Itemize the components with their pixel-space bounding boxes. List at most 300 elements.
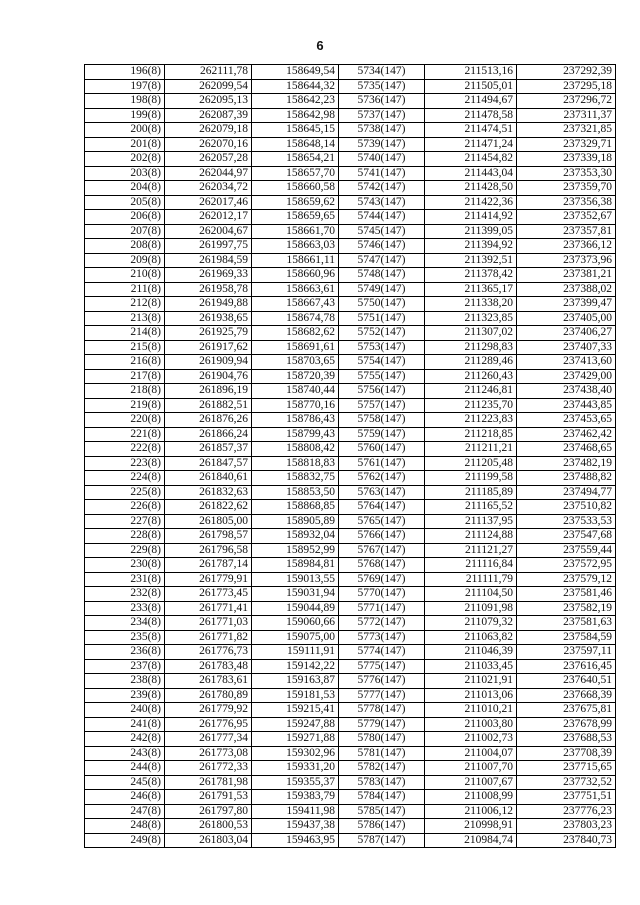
y-coord-a-cell: 158654,21: [252, 152, 339, 167]
table-row: [85, 804, 616, 819]
x-coord-b-cell: 211124,88: [425, 529, 517, 544]
table-row: [85, 65, 616, 80]
x-coord-a-cell: 261984,59: [165, 253, 252, 268]
y-coord-b-cell: 237468,65: [517, 442, 616, 457]
y-coord-a-cell: 158667,43: [252, 297, 339, 312]
x-coord-a-cell: 261805,00: [165, 514, 252, 529]
point-id-b-cell: 5766(147): [339, 529, 425, 544]
point-id-a-cell: 215(8): [85, 340, 165, 355]
y-coord-b-cell: 237715,65: [517, 761, 616, 776]
y-coord-b-cell: 237533,53: [517, 514, 616, 529]
table-row: [85, 326, 616, 341]
x-coord-a-cell: 261917,62: [165, 340, 252, 355]
y-coord-b-cell: 237413,60: [517, 355, 616, 370]
x-coord-a-cell: 261776,73: [165, 645, 252, 660]
y-coord-a-cell: 159383,79: [252, 790, 339, 805]
table-row: [85, 514, 616, 529]
x-coord-b-cell: 211004,07: [425, 746, 517, 761]
x-coord-a-cell: 261772,33: [165, 761, 252, 776]
table-row: [85, 239, 616, 254]
point-id-b-cell: 5776(147): [339, 674, 425, 689]
x-coord-a-cell: 262012,17: [165, 210, 252, 225]
y-coord-b-cell: 237296,72: [517, 94, 616, 109]
point-id-a-cell: 230(8): [85, 558, 165, 573]
point-id-b-cell: 5746(147): [339, 239, 425, 254]
y-coord-a-cell: 158703,65: [252, 355, 339, 370]
y-coord-a-cell: 159031,94: [252, 587, 339, 602]
y-coord-a-cell: 158799,43: [252, 427, 339, 442]
table-row: [85, 253, 616, 268]
x-coord-b-cell: 211394,92: [425, 239, 517, 254]
table-row: [85, 500, 616, 515]
table-row: [85, 775, 616, 790]
point-id-b-cell: 5759(147): [339, 427, 425, 442]
x-coord-b-cell: 211505,01: [425, 79, 517, 94]
y-coord-a-cell: 159437,38: [252, 819, 339, 834]
x-coord-a-cell: 261779,91: [165, 572, 252, 587]
coordinates-table-body: [85, 65, 616, 848]
x-coord-b-cell: 211046,39: [425, 645, 517, 660]
y-coord-a-cell: 158905,89: [252, 514, 339, 529]
y-coord-b-cell: 237488,82: [517, 471, 616, 486]
y-coord-b-cell: 237803,23: [517, 819, 616, 834]
point-id-b-cell: 5768(147): [339, 558, 425, 573]
x-coord-b-cell: 211063,82: [425, 630, 517, 645]
table-row: [85, 659, 616, 674]
point-id-b-cell: 5743(147): [339, 195, 425, 210]
y-coord-b-cell: 237321,85: [517, 123, 616, 138]
y-coord-b-cell: 237732,52: [517, 775, 616, 790]
x-coord-b-cell: 211307,02: [425, 326, 517, 341]
y-coord-b-cell: 237462,42: [517, 427, 616, 442]
y-coord-a-cell: 158853,50: [252, 485, 339, 500]
y-coord-a-cell: 159111,91: [252, 645, 339, 660]
table-row: [85, 558, 616, 573]
point-id-a-cell: 225(8): [85, 485, 165, 500]
y-coord-b-cell: 237366,12: [517, 239, 616, 254]
x-coord-b-cell: 211513,16: [425, 65, 517, 80]
y-coord-b-cell: 237357,81: [517, 224, 616, 239]
y-coord-a-cell: 158674,78: [252, 311, 339, 326]
x-coord-a-cell: 261798,57: [165, 529, 252, 544]
x-coord-b-cell: 211205,48: [425, 456, 517, 471]
y-coord-b-cell: 237373,96: [517, 253, 616, 268]
point-id-b-cell: 5744(147): [339, 210, 425, 225]
x-coord-a-cell: 261791,53: [165, 790, 252, 805]
point-id-b-cell: 5786(147): [339, 819, 425, 834]
point-id-a-cell: 244(8): [85, 761, 165, 776]
table-row: [85, 166, 616, 181]
x-coord-a-cell: 262004,67: [165, 224, 252, 239]
table-row: [85, 413, 616, 428]
y-coord-a-cell: 158657,70: [252, 166, 339, 181]
y-coord-b-cell: 237429,00: [517, 369, 616, 384]
x-coord-b-cell: 211006,12: [425, 804, 517, 819]
point-id-a-cell: 247(8): [85, 804, 165, 819]
x-coord-a-cell: 261773,08: [165, 746, 252, 761]
x-coord-a-cell: 261969,33: [165, 268, 252, 283]
point-id-a-cell: 212(8): [85, 297, 165, 312]
point-id-a-cell: 219(8): [85, 398, 165, 413]
y-coord-a-cell: 158932,04: [252, 529, 339, 544]
point-id-a-cell: 201(8): [85, 137, 165, 152]
y-coord-b-cell: 237581,63: [517, 616, 616, 631]
x-coord-a-cell: 261771,03: [165, 616, 252, 631]
x-coord-a-cell: 261832,63: [165, 485, 252, 500]
x-coord-b-cell: 211121,27: [425, 543, 517, 558]
table-row: [85, 587, 616, 602]
x-coord-a-cell: 262057,28: [165, 152, 252, 167]
table-row: [85, 732, 616, 747]
point-id-a-cell: 234(8): [85, 616, 165, 631]
table-row: [85, 355, 616, 370]
table-row: [85, 282, 616, 297]
x-coord-b-cell: 211235,70: [425, 398, 517, 413]
table-row: [85, 485, 616, 500]
point-id-b-cell: 5755(147): [339, 369, 425, 384]
y-coord-a-cell: 158984,81: [252, 558, 339, 573]
y-coord-b-cell: 237584,59: [517, 630, 616, 645]
point-id-b-cell: 5778(147): [339, 703, 425, 718]
point-id-b-cell: 5738(147): [339, 123, 425, 138]
y-coord-b-cell: 237295,18: [517, 79, 616, 94]
table-row: [85, 108, 616, 123]
x-coord-a-cell: 261866,24: [165, 427, 252, 442]
y-coord-a-cell: 158660,58: [252, 181, 339, 196]
y-coord-b-cell: 237708,39: [517, 746, 616, 761]
table-row: [85, 630, 616, 645]
y-coord-a-cell: 158786,43: [252, 413, 339, 428]
table-row: [85, 819, 616, 834]
point-id-b-cell: 5747(147): [339, 253, 425, 268]
point-id-b-cell: 5764(147): [339, 500, 425, 515]
y-coord-b-cell: 237678,99: [517, 717, 616, 732]
y-coord-a-cell: 158649,54: [252, 65, 339, 80]
x-coord-a-cell: 262034,72: [165, 181, 252, 196]
point-id-a-cell: 239(8): [85, 688, 165, 703]
x-coord-b-cell: 211021,91: [425, 674, 517, 689]
point-id-a-cell: 249(8): [85, 833, 165, 848]
x-coord-b-cell: 211454,82: [425, 152, 517, 167]
x-coord-b-cell: 211414,92: [425, 210, 517, 225]
x-coord-b-cell: 211246,81: [425, 384, 517, 399]
x-coord-a-cell: 261783,61: [165, 674, 252, 689]
table-row: [85, 529, 616, 544]
table-row: [85, 703, 616, 718]
point-id-a-cell: 213(8): [85, 311, 165, 326]
x-coord-a-cell: 261771,82: [165, 630, 252, 645]
point-id-b-cell: 5750(147): [339, 297, 425, 312]
y-coord-b-cell: 237339,18: [517, 152, 616, 167]
x-coord-a-cell: 262095,13: [165, 94, 252, 109]
table-row: [85, 833, 616, 848]
point-id-a-cell: 235(8): [85, 630, 165, 645]
point-id-b-cell: 5777(147): [339, 688, 425, 703]
x-coord-a-cell: 262044,97: [165, 166, 252, 181]
point-id-a-cell: 207(8): [85, 224, 165, 239]
y-coord-a-cell: 158659,65: [252, 210, 339, 225]
point-id-b-cell: 5784(147): [339, 790, 425, 805]
y-coord-a-cell: 158770,16: [252, 398, 339, 413]
x-coord-b-cell: 211443,04: [425, 166, 517, 181]
y-coord-a-cell: 159163,87: [252, 674, 339, 689]
point-id-a-cell: 221(8): [85, 427, 165, 442]
table-row: [85, 369, 616, 384]
y-coord-a-cell: 158661,11: [252, 253, 339, 268]
x-coord-a-cell: 261909,94: [165, 355, 252, 370]
x-coord-b-cell: 211298,83: [425, 340, 517, 355]
y-coord-a-cell: 158818,83: [252, 456, 339, 471]
coordinates-table: [84, 64, 616, 848]
y-coord-b-cell: 237840,73: [517, 833, 616, 848]
point-id-a-cell: 206(8): [85, 210, 165, 225]
y-coord-b-cell: 237688,53: [517, 732, 616, 747]
x-coord-b-cell: 211013,06: [425, 688, 517, 703]
table-row: [85, 456, 616, 471]
y-coord-b-cell: 237597,11: [517, 645, 616, 660]
x-coord-a-cell: 261777,34: [165, 732, 252, 747]
x-coord-b-cell: 211137,95: [425, 514, 517, 529]
y-coord-a-cell: 158720,39: [252, 369, 339, 384]
x-coord-b-cell: 211007,67: [425, 775, 517, 790]
y-coord-a-cell: 158832,75: [252, 471, 339, 486]
y-coord-b-cell: 237399,47: [517, 297, 616, 312]
table-row: [85, 340, 616, 355]
x-coord-b-cell: 211474,51: [425, 123, 517, 138]
y-coord-a-cell: 158663,03: [252, 239, 339, 254]
point-id-a-cell: 231(8): [85, 572, 165, 587]
table-row: [85, 94, 616, 109]
y-coord-a-cell: 158642,23: [252, 94, 339, 109]
point-id-a-cell: 210(8): [85, 268, 165, 283]
table-row: [85, 688, 616, 703]
x-coord-a-cell: 261847,57: [165, 456, 252, 471]
point-id-b-cell: 5748(147): [339, 268, 425, 283]
y-coord-b-cell: 237353,30: [517, 166, 616, 181]
table-row: [85, 674, 616, 689]
y-coord-b-cell: 237572,95: [517, 558, 616, 573]
point-id-a-cell: 229(8): [85, 543, 165, 558]
y-coord-b-cell: 237443,85: [517, 398, 616, 413]
point-id-a-cell: 220(8): [85, 413, 165, 428]
y-coord-b-cell: 237388,02: [517, 282, 616, 297]
point-id-b-cell: 5754(147): [339, 355, 425, 370]
point-id-a-cell: 241(8): [85, 717, 165, 732]
point-id-b-cell: 5774(147): [339, 645, 425, 660]
point-id-b-cell: 5739(147): [339, 137, 425, 152]
y-coord-a-cell: 159044,89: [252, 601, 339, 616]
x-coord-b-cell: 211392,51: [425, 253, 517, 268]
y-coord-b-cell: 237381,21: [517, 268, 616, 283]
y-coord-a-cell: 158645,15: [252, 123, 339, 138]
y-coord-b-cell: 237751,51: [517, 790, 616, 805]
table-row: [85, 268, 616, 283]
point-id-b-cell: 5761(147): [339, 456, 425, 471]
y-coord-b-cell: 237356,38: [517, 195, 616, 210]
table-row: [85, 746, 616, 761]
table-row: [85, 297, 616, 312]
x-coord-b-cell: 211323,85: [425, 311, 517, 326]
point-id-b-cell: 5757(147): [339, 398, 425, 413]
x-coord-a-cell: 261783,48: [165, 659, 252, 674]
x-coord-a-cell: 261857,37: [165, 442, 252, 457]
table-row: [85, 384, 616, 399]
point-id-b-cell: 5763(147): [339, 485, 425, 500]
point-id-a-cell: 242(8): [85, 732, 165, 747]
y-coord-b-cell: 237776,23: [517, 804, 616, 819]
point-id-a-cell: 226(8): [85, 500, 165, 515]
x-coord-b-cell: 211378,42: [425, 268, 517, 283]
x-coord-a-cell: 261938,65: [165, 311, 252, 326]
x-coord-b-cell: 211091,98: [425, 601, 517, 616]
y-coord-b-cell: 237352,67: [517, 210, 616, 225]
point-id-b-cell: 5762(147): [339, 471, 425, 486]
point-id-b-cell: 5760(147): [339, 442, 425, 457]
table-row: [85, 398, 616, 413]
point-id-b-cell: 5736(147): [339, 94, 425, 109]
y-coord-a-cell: 158808,42: [252, 442, 339, 457]
y-coord-a-cell: 158659,62: [252, 195, 339, 210]
x-coord-b-cell: 211079,32: [425, 616, 517, 631]
point-id-a-cell: 240(8): [85, 703, 165, 718]
x-coord-b-cell: 211165,52: [425, 500, 517, 515]
y-coord-a-cell: 159215,41: [252, 703, 339, 718]
x-coord-a-cell: 262017,46: [165, 195, 252, 210]
x-coord-a-cell: 261780,89: [165, 688, 252, 703]
point-id-b-cell: 5751(147): [339, 311, 425, 326]
x-coord-b-cell: 211010,21: [425, 703, 517, 718]
point-id-a-cell: 238(8): [85, 674, 165, 689]
y-coord-b-cell: 237453,65: [517, 413, 616, 428]
point-id-a-cell: 199(8): [85, 108, 165, 123]
y-coord-b-cell: 237292,39: [517, 65, 616, 80]
y-coord-a-cell: 158740,44: [252, 384, 339, 399]
point-id-b-cell: 5745(147): [339, 224, 425, 239]
point-id-b-cell: 5769(147): [339, 572, 425, 587]
table-row: [85, 572, 616, 587]
x-coord-b-cell: 211399,05: [425, 224, 517, 239]
point-id-a-cell: 243(8): [85, 746, 165, 761]
point-id-a-cell: 198(8): [85, 94, 165, 109]
point-id-b-cell: 5742(147): [339, 181, 425, 196]
point-id-a-cell: 227(8): [85, 514, 165, 529]
x-coord-b-cell: 211002,73: [425, 732, 517, 747]
x-coord-a-cell: 261958,78: [165, 282, 252, 297]
x-coord-a-cell: 261787,14: [165, 558, 252, 573]
y-coord-a-cell: 158663,61: [252, 282, 339, 297]
point-id-a-cell: 245(8): [85, 775, 165, 790]
x-coord-a-cell: 261925,79: [165, 326, 252, 341]
point-id-b-cell: 5781(147): [339, 746, 425, 761]
page-number: 6: [316, 38, 324, 53]
y-coord-b-cell: 237616,45: [517, 659, 616, 674]
y-coord-b-cell: 237482,19: [517, 456, 616, 471]
point-id-a-cell: 232(8): [85, 587, 165, 602]
y-coord-a-cell: 159331,20: [252, 761, 339, 776]
y-coord-b-cell: 237311,37: [517, 108, 616, 123]
y-coord-b-cell: 237329,71: [517, 137, 616, 152]
point-id-b-cell: 5775(147): [339, 659, 425, 674]
x-coord-a-cell: 261773,45: [165, 587, 252, 602]
table-row: [85, 761, 616, 776]
x-coord-a-cell: 261771,41: [165, 601, 252, 616]
x-coord-b-cell: 211007,70: [425, 761, 517, 776]
y-coord-a-cell: 158952,99: [252, 543, 339, 558]
x-coord-a-cell: 262070,16: [165, 137, 252, 152]
point-id-a-cell: 214(8): [85, 326, 165, 341]
x-coord-b-cell: 211260,43: [425, 369, 517, 384]
x-coord-a-cell: 261797,80: [165, 804, 252, 819]
y-coord-a-cell: 159075,00: [252, 630, 339, 645]
table-row: [85, 224, 616, 239]
y-coord-b-cell: 237668,39: [517, 688, 616, 703]
point-id-b-cell: 5753(147): [339, 340, 425, 355]
x-coord-b-cell: 211033,45: [425, 659, 517, 674]
y-coord-a-cell: 158868,85: [252, 500, 339, 515]
x-coord-a-cell: 261822,62: [165, 500, 252, 515]
table-row: [85, 616, 616, 631]
y-coord-a-cell: 158642,98: [252, 108, 339, 123]
point-id-a-cell: 237(8): [85, 659, 165, 674]
x-coord-b-cell: 211471,24: [425, 137, 517, 152]
y-coord-b-cell: 237438,40: [517, 384, 616, 399]
x-coord-b-cell: 211289,46: [425, 355, 517, 370]
x-coord-a-cell: 262087,39: [165, 108, 252, 123]
x-coord-a-cell: 261776,95: [165, 717, 252, 732]
x-coord-a-cell: 261949,88: [165, 297, 252, 312]
x-coord-b-cell: 211494,67: [425, 94, 517, 109]
y-coord-b-cell: 237407,33: [517, 340, 616, 355]
x-coord-a-cell: 261840,61: [165, 471, 252, 486]
point-id-b-cell: 5749(147): [339, 282, 425, 297]
point-id-a-cell: 208(8): [85, 239, 165, 254]
point-id-b-cell: 5780(147): [339, 732, 425, 747]
x-coord-b-cell: 210998,91: [425, 819, 517, 834]
point-id-a-cell: 236(8): [85, 645, 165, 660]
table-row: [85, 790, 616, 805]
point-id-a-cell: 248(8): [85, 819, 165, 834]
y-coord-a-cell: 159355,37: [252, 775, 339, 790]
x-coord-a-cell: 262099,54: [165, 79, 252, 94]
y-coord-a-cell: 159411,98: [252, 804, 339, 819]
x-coord-a-cell: 262079,18: [165, 123, 252, 138]
y-coord-a-cell: 158660,96: [252, 268, 339, 283]
y-coord-b-cell: 237581,46: [517, 587, 616, 602]
y-coord-b-cell: 237359,70: [517, 181, 616, 196]
point-id-a-cell: 209(8): [85, 253, 165, 268]
point-id-a-cell: 216(8): [85, 355, 165, 370]
y-coord-b-cell: 237406,27: [517, 326, 616, 341]
x-coord-a-cell: 261796,58: [165, 543, 252, 558]
point-id-b-cell: 5787(147): [339, 833, 425, 848]
point-id-b-cell: 5765(147): [339, 514, 425, 529]
x-coord-b-cell: 210984,74: [425, 833, 517, 848]
point-id-a-cell: 197(8): [85, 79, 165, 94]
table-row: [85, 195, 616, 210]
point-id-a-cell: 246(8): [85, 790, 165, 805]
y-coord-b-cell: 237579,12: [517, 572, 616, 587]
x-coord-a-cell: 261882,51: [165, 398, 252, 413]
point-id-a-cell: 203(8): [85, 166, 165, 181]
point-id-a-cell: 204(8): [85, 181, 165, 196]
y-coord-a-cell: 159302,96: [252, 746, 339, 761]
x-coord-a-cell: 261896,19: [165, 384, 252, 399]
point-id-b-cell: 5785(147): [339, 804, 425, 819]
point-id-b-cell: 5782(147): [339, 761, 425, 776]
y-coord-b-cell: 237405,00: [517, 311, 616, 326]
table-row: [85, 427, 616, 442]
x-coord-a-cell: 261781,98: [165, 775, 252, 790]
